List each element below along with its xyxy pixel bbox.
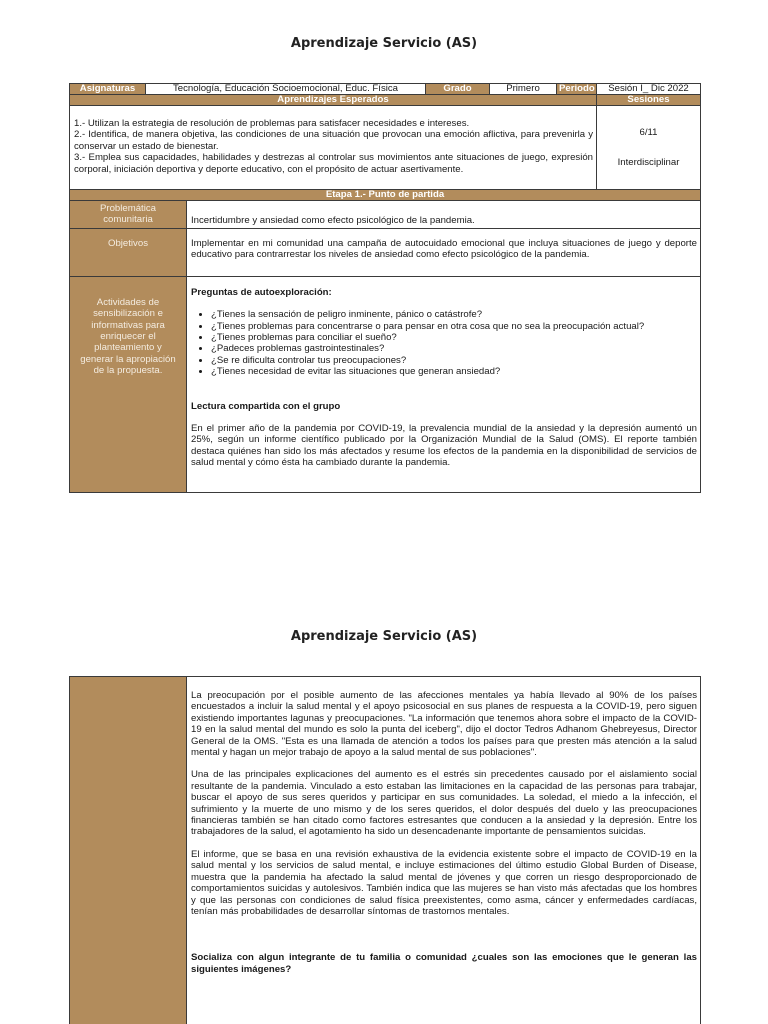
aprendizaje-item: 2.- Identifica, de manera objetiva, las condiciones de una situación que provocan una emoción aflictiva, para prevenirla y conservar un estado de bienestar. [74,129,593,152]
asignaturas-value: Tecnología, Educación Socioemocional, Educ. Física [146,84,426,95]
list-item: • ¿Tienes problemas para concentrarse o para pensar en otra cosa que no sea la preocupación actual? [211,321,697,332]
actividades-label: Actividades de sensibilización e informativas para enriquecer el planteamiento y generar la apropiación de la propuesta. [70,276,187,492]
sesiones-header: Sesiones [597,95,701,106]
page-title: Aprendizaje Servicio (AS) [290,629,478,644]
aprendizajes-header: Aprendizajes Esperados [70,95,597,106]
page-title: Aprendizaje Servicio (AS) [290,36,478,51]
reading-content [187,677,701,1024]
periodo-value: Sesión I_ Dic 2022 [597,84,701,95]
activities-label-cell [70,677,187,1024]
objetivos-value: Implementar en mi comunidad una campaña de autocuidado emocional que incluya situaciones de juego y deporte educativo para contrarrestar los niveles de ansiedad como efecto psicológico de la pandemia. [187,228,701,276]
preguntas-list [211,309,697,377]
problematica-label: Problemática comunitaria [70,201,187,229]
list-item: • ¿Se re dificulta controlar tus preocupaciones? [211,355,697,366]
planning-table [69,83,701,493]
actividades-content [187,276,701,492]
socializa-question: Socializa con algun integrante de tu familia o comunidad ¿cuales son las emociones que le generan las siguientes imágenes? [191,952,697,975]
aprendizajes-list [70,106,597,190]
sesiones-type: Interdisciplinar [617,156,680,168]
aprendizaje-item: 3.- Emplea sus capacidades, habilidades y destrezas al controlar sus movimientos ante situaciones de juego, expresión corporal, iniciación deportiva y deporte educativo, con el propósito de actuar asertivamente. [74,152,593,175]
grado-value: Primero [490,84,557,95]
periodo-label: Periodo [557,84,597,95]
preguntas-title: Preguntas de autoexploración: [191,286,332,298]
list-item: • ¿Tienes la sensación de peligro inminente, pánico o catástrofe? [211,309,697,320]
grado-label: Grado [426,84,490,95]
list-item: • ¿Tienes problemas para conciliar el sueño? [211,332,697,343]
list-item: • ¿Padeces problemas gastrointestinales? [211,343,697,354]
problematica-value: Incertidumbre y ansiedad como efecto psicológico de la pandemia. [187,201,701,229]
list-item: • ¿Tienes necesidad de evitar las situaciones que generan ansiedad? [211,366,697,377]
lectura-paragraph: En el primer año de la pandemia por COVID-19, la prevalencia mundial de la ansiedad y la depresión aumentó un 25%, según un informe científico publicado por la Organización Mundial de la Salud (OMS). El reporte también destaca quiénes han sido los más afectados y resume los efectos de la pandemia en la disponibilidad de servicios de salud mental y cómo ésta ha cambiado durante la pandemia. [191,423,697,469]
lectura-title: Lectura compartida con el grupo [191,400,341,412]
etapa-header: Etapa 1.- Punto de partida [70,190,701,201]
reading-paragraph: El informe, que se basa en una revisión exhaustiva de la evidencia existente sobre el impacto de COVID-19 en la salud mental y los servicios de salud mental, e incluye estimaciones del último estudio Global Burden of Disease, muestra que la pandemia ha afectado la salud mental de jóvenes y que corren un riesgo desproporcionado de comportamientos suicidas y autolesivos. También indica que las mujeres se han visto más afectadas que los hombres y que las personas con condiciones de salud física preexistentes, como asma, cáncer y enfermedades cardíacas, tenían más probabilidades de desarrollar síntomas de trastornos mentales. [191,848,697,917]
reading-paragraph: La preocupación por el posible aumento de las afecciones mentales ya había llevado al 90% de los países encuestados a incluir la salud mental y el apoyo psicosocial en sus planes de respuesta a la COVID-19, pero siguen existiendo importantes lagunas y preocupaciones. "La información que tenemos ahora sobre el impacto de la COVID-19 en la salud mental del mundo es solo la punta del iceberg", dijo el doctor Tedros Adhanom Ghebreyesus, Director General de la OMS. "Esta es una llamada de atención a todos los países para que presten más atención a la salud mental y hagan un mejor trabajo de apoyo a la salud mental de sus poblaciones". [191,690,697,759]
continuation-table [69,676,701,1024]
objetivos-label: Objetivos [70,228,187,276]
asignaturas-label: Asignaturas [70,84,146,95]
sesiones-cell [597,106,701,190]
aprendizaje-item: 1.- Utilizan la estrategia de resolución de problemas para satisfacer necesidades e intereses. [74,118,470,129]
sesiones-value: 6/11 [639,127,658,139]
reading-paragraph: Una de las principales explicaciones del aumento es el estrés sin precedentes causado por el aislamiento social resultante de la pandemia. Vinculado a esto estaban las limitaciones en la capacidad de las personas para trabajar, buscar el apoyo de sus seres queridos y participar en sus comunidades. La soledad, el miedo a la infección, el sufrimiento y la muerte de uno mismo y de los seres queridos, el dolor después del duelo y las preocupaciones financieras también se han citado como factores estresantes que conducen a la ansiedad y la depresión. Entre los trabajadores de la salud, el agotamiento ha sido un desencadenante importante de pensamientos suicidas. [191,769,697,838]
